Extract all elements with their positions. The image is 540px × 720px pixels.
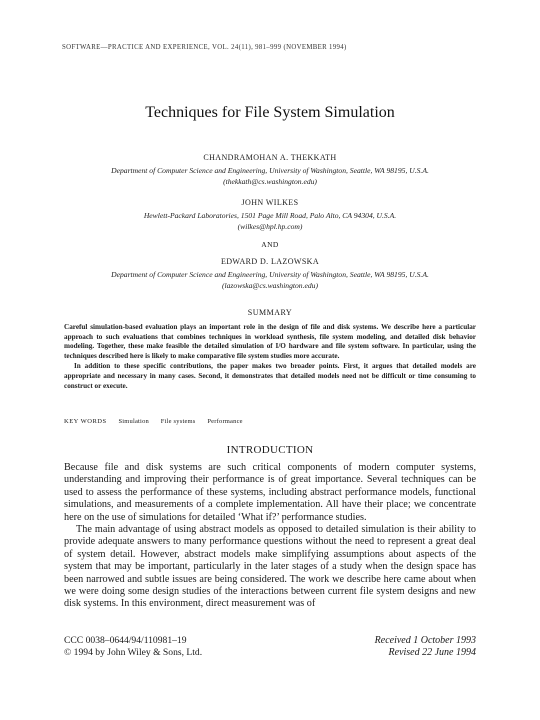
section-heading-introduction: INTRODUCTION bbox=[226, 444, 314, 456]
author-affiliation: Department of Computer Science and Engineering, University of Washington, Seattle, WA 98195, U.S.A. bbox=[111, 270, 429, 279]
summary-heading: SUMMARY bbox=[247, 308, 293, 317]
footer-dates bbox=[375, 635, 476, 659]
author-name: JOHN WILKES bbox=[241, 198, 299, 207]
received-date: Received 1 October 1993 bbox=[374, 635, 476, 646]
author-affiliation: Hewlett-Packard Laboratories, 1501 Page Mill Road, Palo Alto, CA 94304, U.S.A. bbox=[143, 211, 397, 220]
revised-date: Revised 22 June 1994 bbox=[388, 647, 476, 658]
author-name: EDWARD D. LAZOWSKA bbox=[220, 257, 320, 266]
introduction-body bbox=[64, 462, 476, 611]
ccc-code: CCC 0038–0644/94/110981–19 bbox=[64, 635, 187, 646]
author-email: (thekkath@cs.washington.edu) bbox=[223, 177, 317, 186]
journal-header: SOFTWARE—PRACTICE AND EXPERIENCE, VOL. 24(11), 981–999 (NOVEMBER 1994) bbox=[62, 44, 347, 51]
author-affiliation: Department of Computer Science and Engineering, University of Washington, Seattle, WA 98195, U.S.A. bbox=[111, 166, 429, 175]
author-email: (lazowska@cs.washington.edu) bbox=[222, 281, 318, 290]
keywords-label: KEY WORDS bbox=[64, 418, 107, 425]
summary-paragraph: Careful simulation-based evaluation plays an important role in the design of file and disk systems. We describe here a particular approach to such evaluations that combines techniques in workload synthesis, file system modeling, and detailed disk behavior modeling. Together, these make feasible the detailed simulation of I/O hardware and file system software. In particular, using the techniques described here is likely to make comparative file system studies more accurate. bbox=[64, 323, 476, 360]
footer-publication-info bbox=[64, 635, 202, 659]
keywords-line bbox=[64, 418, 253, 425]
author-email: (wilkes@hpl.hp.com) bbox=[237, 222, 303, 231]
author-name: CHANDRAMOHAN A. THEKKATH bbox=[203, 153, 337, 162]
keyword: Simulation bbox=[118, 418, 149, 425]
copyright-notice: © 1994 by John Wiley & Sons, Ltd. bbox=[64, 647, 203, 658]
summary-abstract bbox=[64, 323, 476, 391]
body-paragraph: Because file and disk systems are such critical components of modern computer systems, understanding and improving their performance is of great importance. Several techniques can be used to assess the performance of these systems, including abstract performance models, functional simulations, and measurements of a complete implementation. All have their place; we concentrate here on the use of simulations for detailed ‘What if?’ performance studies. bbox=[64, 462, 476, 523]
keyword: Performance bbox=[207, 418, 243, 425]
body-paragraph: The main advantage of using abstract models as opposed to detailed simulation is their ability to provide adequate answers to many performance questions without the need to represent a great deal of system detail. However, abstract models make simplifying assumptions about aspects of the system that may be important, particularly in the later stages of a study when the design space has been narrowed and subtle issues are being considered. The work we describe here came about when we were doing some design studies of the interactions between current file system designs and new disk systems. In this environment, direct measurement was of bbox=[64, 524, 476, 610]
author-separator: AND bbox=[261, 240, 279, 249]
keyword: File systems bbox=[160, 418, 196, 425]
paper-title: Techniques for File System Simulation bbox=[145, 104, 395, 121]
summary-paragraph: In addition to these specific contributions, the paper makes two broader points. First, it argues that detailed models are appropriate and necessary in many cases. Second, it demonstrates that detailed models need not be difficult or time consuming to construct or execute. bbox=[64, 362, 476, 390]
